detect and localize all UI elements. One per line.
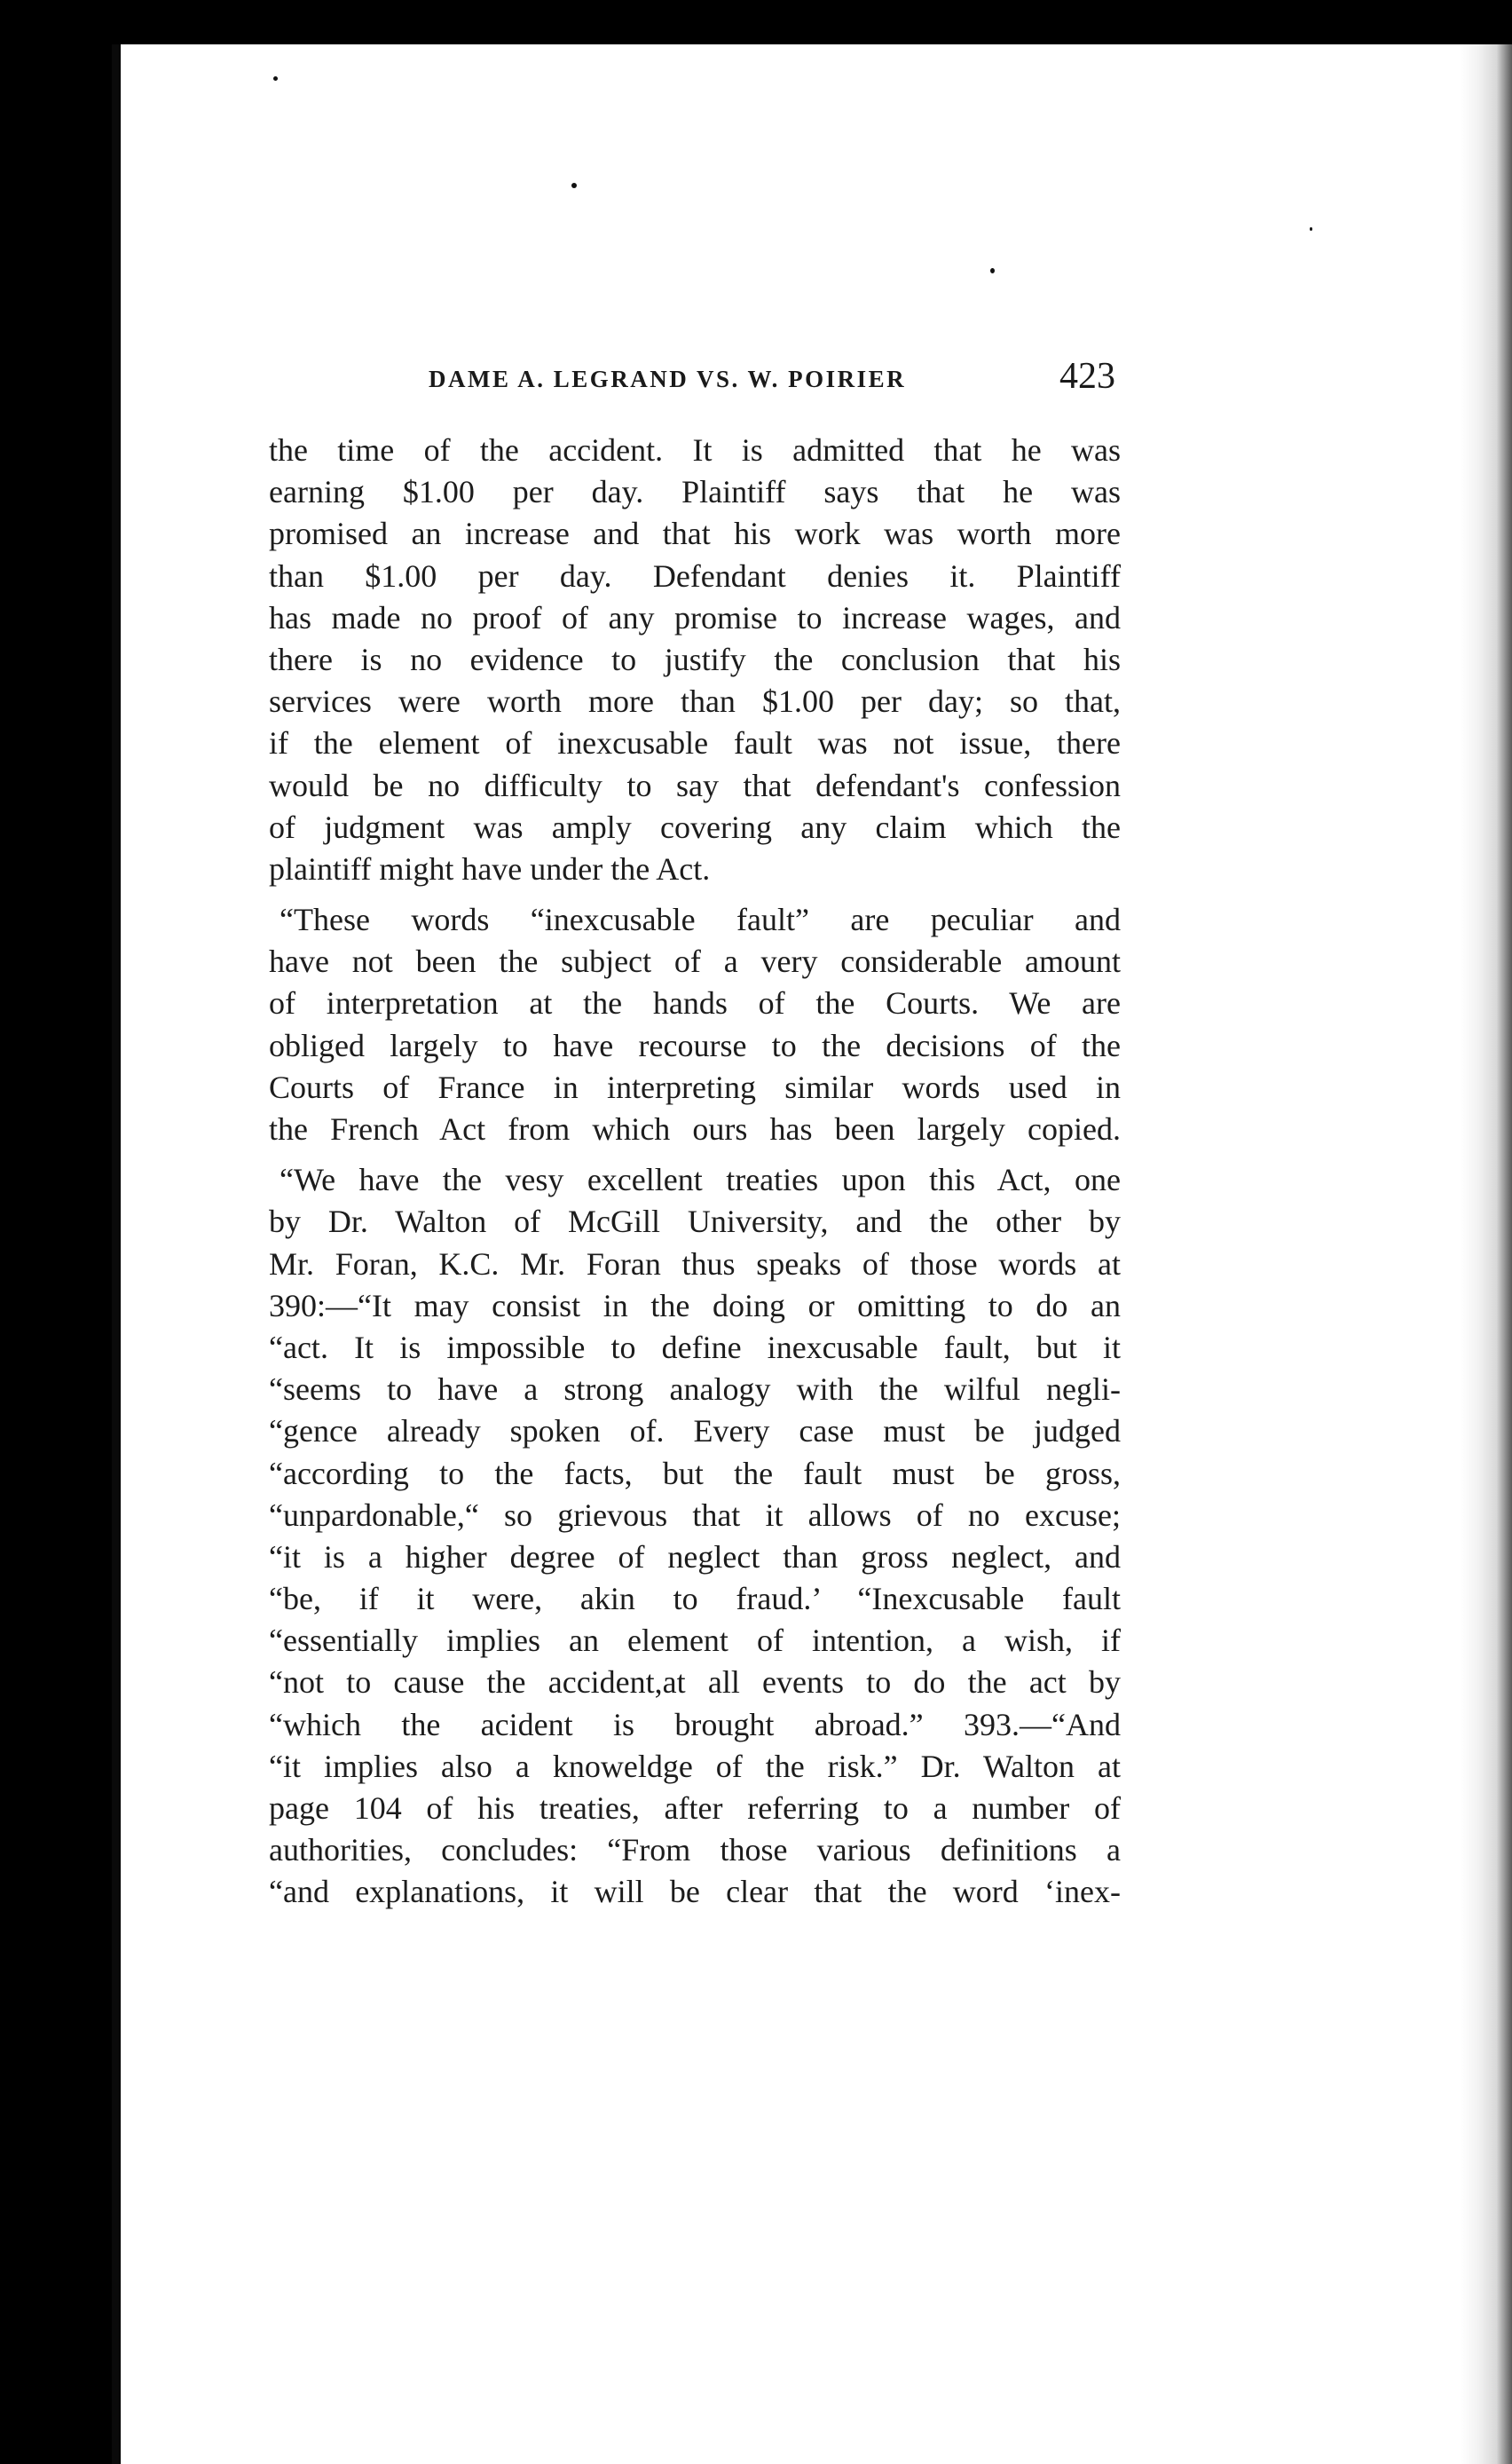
text-line: “These words “inexcusable fault” are peculiar and — [280, 902, 1121, 938]
text-line: “and explanations, it will be clear that the word ‘inex- — [269, 1874, 1121, 1910]
page-edge-shadow — [1461, 44, 1512, 2464]
page-number: 423 — [1059, 356, 1115, 397]
text-line: by Dr. Walton of McGill University, and the other by — [269, 1204, 1121, 1240]
text-line: of interpretation at the hands of the Courts. We are — [269, 985, 1121, 1022]
text-line: than $1.00 per day. Defendant denies it. Plaintiff — [269, 557, 1121, 594]
text-line: “gence already spoken of. Every case must be judged — [269, 1413, 1121, 1449]
text-line: have not been the subject of a very considerable amount — [269, 944, 1121, 980]
text-line: page 104 of his treaties, after referring to a number of — [269, 1790, 1121, 1826]
text-line: “it is a higher degree of neglect than gross neglect, and — [269, 1538, 1121, 1575]
text-line: of judgment was amply covering any claim which the — [269, 809, 1121, 845]
text-line: if the element of inexcusable fault was not issue, there — [269, 725, 1121, 762]
text-line: “it implies also a knoweldge of the risk.” Dr. Walton at — [269, 1748, 1121, 1784]
binding-edge — [112, 44, 119, 2464]
text-line: there is no evidence to justify the conclusion that his — [269, 641, 1121, 677]
text-line: “be, if it were, akin to fraud.’ “Inexcusable fault — [269, 1581, 1121, 1617]
text-line: services were worth more than $1.00 per day; so that, — [269, 683, 1121, 720]
text-line: would be no difficulty to say that defendant's confession — [269, 767, 1121, 803]
paragraph-2 — [269, 899, 1121, 1150]
text-line: promised an increase and that his work was worth more — [269, 516, 1121, 552]
text-line: “unpardonable,“ so grievous that it allows of no excuse; — [269, 1497, 1121, 1533]
text-line: the time of the accident. It is admitted that he was — [269, 432, 1121, 468]
text-line: “not to cause the accident,at all events to do the act by — [269, 1664, 1121, 1701]
text-line: the French Act from which ours has been largely copied. — [269, 1111, 1121, 1147]
text-line: “essentially implies an element of intention, a wish, if — [269, 1623, 1121, 1659]
text-line: “act. It is impossible to define inexcusable fault, but it — [269, 1329, 1121, 1365]
scan-speck — [1310, 227, 1312, 231]
text-line: Courts of France in interpreting similar words used in — [269, 1069, 1121, 1105]
text-line: “according to the facts, but the fault must be gross, — [269, 1455, 1121, 1491]
running-title: DAME A. LEGRAND VS. W. POIRIER — [429, 366, 907, 392]
paragraph-1 — [269, 430, 1121, 890]
paragraph-3 — [269, 1159, 1121, 1913]
text-line: “seems to have a strong analogy with the wilful negli- — [269, 1371, 1121, 1408]
text-line: 390:—“It may consist in the doing or omitting to do an — [269, 1287, 1121, 1323]
scan-speck — [990, 268, 995, 273]
running-head — [269, 355, 1121, 403]
text-line: obliged largely to have recourse to the decisions of the — [269, 1027, 1121, 1063]
text-line: “We have the vesy excellent treaties upon this Act, one — [280, 1162, 1121, 1198]
body-text — [269, 430, 1121, 1923]
scan-speck — [273, 76, 278, 81]
text-line: “which the acident is brought abroad.” 393.—“And — [269, 1706, 1121, 1742]
scan-speck — [571, 183, 577, 188]
text-line: plaintiff might have under the Act. — [269, 850, 711, 887]
text-line: has made no proof of any promise to increase wages, and — [269, 599, 1121, 636]
text-line: Mr. Foran, K.C. Mr. Foran thus speaks of those words at — [269, 1245, 1121, 1282]
text-line: authorities, concludes: “From those various definitions a — [269, 1832, 1121, 1868]
text-line: earning $1.00 per day. Plaintiff says that he was — [269, 474, 1121, 510]
